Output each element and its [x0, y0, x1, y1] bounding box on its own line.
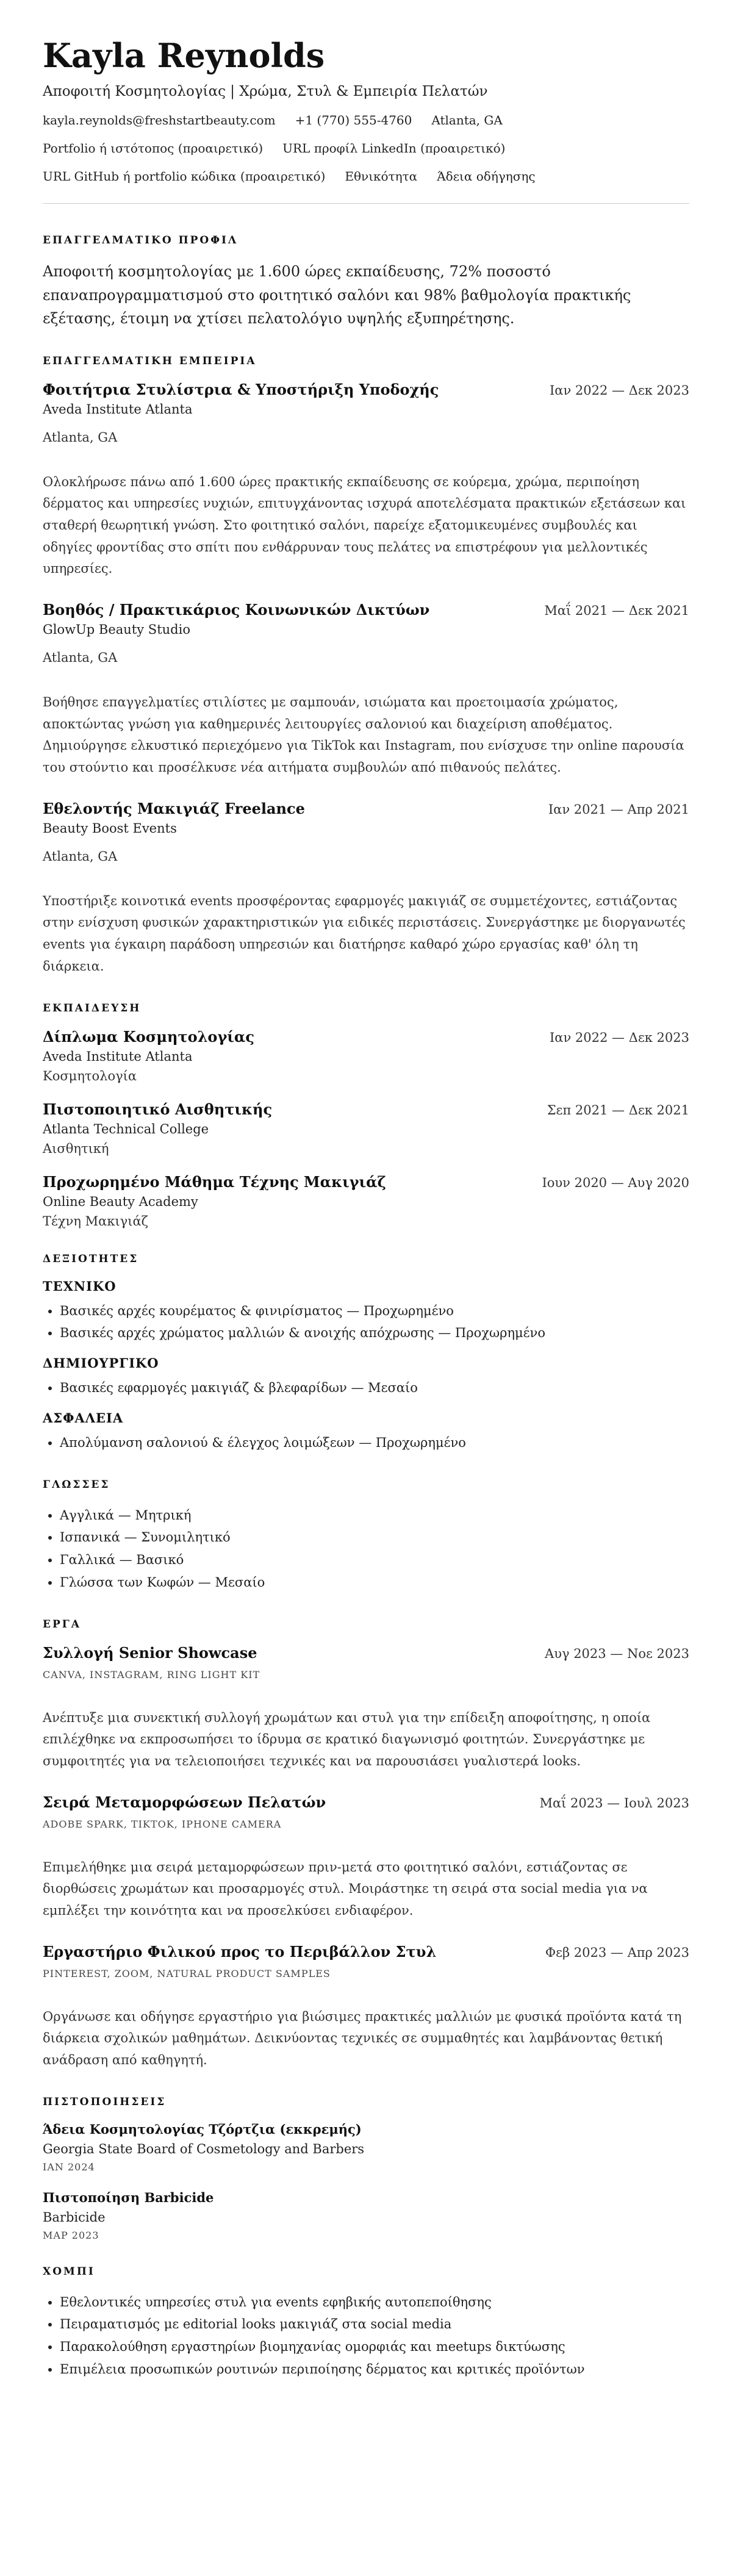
skill-category: ΑΣΦΑΛΕΙΑ: [43, 1410, 124, 1426]
education-entry: [43, 1028, 689, 1083]
contact-row: [43, 113, 689, 127]
resume-header: [43, 38, 689, 184]
profile-summary: Αποφοιτή κοσμητολογίας με 1.600 ώρες εκπαίδευσης, 72% ποσοστό επαναπρογραμματισμού στο φοιτητικό σαλόνι και 98% βαθμολογία πρακτικής εξέτασης, έτοιμη να χτίσει πελατολόγιο υψηλής εξυπηρέτησης.: [43, 263, 631, 328]
skill-list: [43, 1300, 689, 1345]
job-title: Φοιτήτρια Στυλίστρια & Υποστήριξη Υποδοχής: [43, 380, 439, 398]
institution: Online Beauty Academy: [43, 1194, 198, 1209]
experience-entry: [43, 601, 689, 779]
section-title: ΕΠΑΓΓΕΛΜΑΤΙΚΟ ΠΡΟΦΙΛ: [43, 234, 239, 247]
section-title: ΕΠΑΓΓΕΛΜΑΤΙΚΗ ΕΜΠΕΙΡΙΑ: [43, 354, 257, 367]
skill-item: • Απολύμανση σαλονιού & έλεγχος λοιμώξεων — Προχωρημένο: [60, 1432, 689, 1454]
section-title: ΓΛΩΣΣΕΣ: [43, 1478, 110, 1491]
experience-section: [43, 355, 689, 978]
certification-issuer: Barbicide: [43, 2209, 106, 2225]
hobby-item: • Πειραματισμός με editorial looks μακιγιάζ στα social media: [60, 2313, 689, 2336]
section-title: ΔΕΞΙΟΤΗΤΕΣ: [43, 1252, 139, 1265]
institution: Aveda Institute Atlanta: [43, 1049, 193, 1064]
project-title: Συλλογή Senior Showcase: [43, 1643, 257, 1662]
project-dates: Μαΐ 2023 — Ιουλ 2023: [539, 1795, 689, 1810]
education-entry: [43, 1100, 689, 1156]
languages-section: [43, 1479, 689, 1594]
hobby-item: • Επιμέλεια προσωπικών ρουτινών περιποίησης δέρματος και κριτικές προϊόντων: [60, 2358, 689, 2381]
job-location: Atlanta, GA: [43, 849, 118, 864]
skill-list: [43, 1377, 689, 1399]
project-entry: [43, 1644, 689, 1773]
language-list: [43, 1504, 689, 1594]
education-dates: Ιουν 2020 — Αυγ 2020: [542, 1175, 689, 1190]
job-dates: Ιαν 2021 — Απρ 2021: [548, 802, 689, 817]
project-tools: PINTEREST, ZOOM, NATURAL PRODUCT SAMPLES: [43, 1967, 331, 1979]
certifications-section: [43, 2096, 689, 2241]
hobbies-section: [43, 2266, 689, 2381]
institution: Atlanta Technical College: [43, 1121, 209, 1136]
project-tools: CANVA, INSTAGRAM, RING LIGHT KIT: [43, 1668, 260, 1681]
language-item: • Γλώσσα των Κωφών — Μεσαίο: [60, 1571, 689, 1594]
hobby-list: [43, 2291, 689, 2381]
entry-header: [43, 800, 689, 817]
project-entry: [43, 1943, 689, 2072]
portfolio-link[interactable]: Portfolio ή ιστότοπος (προαιρετικό): [43, 141, 264, 156]
entry-header: [43, 1173, 689, 1191]
entry-header: [43, 601, 689, 619]
project-description: Ανέπτυξε μια συνεκτική συλλογή χρωμάτων και στυλ για την επίδειξη αποφοίτησης, η οποία επιλέχθηκε να εκπροσωπήσει το ίδρυμα σε κρατικό διαγωνισμό φοιτητών. Συνεργάστηκε με συμφοιτητές για να τελειοποιήσει τεχνικές και να παρουσιάσει γυαλιστερά looks.: [43, 1710, 651, 1768]
section-title: ΧΟΜΠΙ: [43, 2265, 95, 2278]
job-dates: Μαΐ 2021 — Δεκ 2021: [544, 603, 689, 618]
job-description: Βοήθησε επαγγελματίες στιλίστες με σαμπουάν, ισιώματα και προετοιμασία χρώματος, αποκτώντας γνώση για καθημερινές λειτουργίες σαλονιού και διαχείριση αποθέματος. Δημιούργησε ελκυστικό περιεχόμενο για TikTok και Instagram, που ενίσχυσε την online παρουσία του στούντιο και προσέλκυσε νέα αιτήματα συμβουλών από πιθανούς πελάτες.: [43, 695, 684, 775]
candidate-name: Kayla Reynolds: [43, 36, 325, 75]
profile-section: [43, 234, 689, 330]
hobby-item: • Εθελοντικές υπηρεσίες στυλ για events εφηβικής αυτοπεποίθησης: [60, 2291, 689, 2314]
certification-entry: [43, 2122, 689, 2173]
github-link[interactable]: URL GitHub ή portfolio κώδικα (προαιρετικό): [43, 169, 326, 184]
experience-entry: [43, 381, 689, 580]
skill-list: [43, 1432, 689, 1454]
job-title: Εθελοντής Μακιγιάζ Freelance: [43, 799, 305, 817]
certification-date: ΙΑΝ 2024: [43, 2161, 95, 2173]
employer: Beauty Boost Events: [43, 820, 177, 836]
certification-issuer: Georgia State Board of Cosmetology and Barbers: [43, 2141, 365, 2156]
entry-header: [43, 1793, 689, 1811]
entry-header: [43, 381, 689, 398]
job-description: Υποστήριξε κοινοτικά events προσφέροντας εφαρμογές μακιγιάζ σε συμμετέχοντες, εστιάζοντας στην ενίσχυση φυσικών χαρακτηριστικών για ειδικές περιστάσεις. Συνεργάστηκε με διοργανωτές events για έγκαιρη παράδοση υπηρεσιών και διατήρησε καθαρό χώρο εργασίας καθ' όλη τη διάρκεια.: [43, 893, 686, 974]
job-description: Ολοκλήρωσε πάνω από 1.600 ώρες πρακτικής εκπαίδευσης σε κούρεμα, χρώμα, περιποίηση δέρματος και υπηρεσίες νυχιών, επιτυγχάνοντας ισχυρά αποτελέσματα πρακτικών εξετάσεων και σταθερή θεωρητική γνώση. Στο φοιτητικό σαλόνι, παρείχε εξατομικευμένες συμβουλές και οδηγίες φροντίδας στο σπίτι που ενθάρρυναν τους πελάτες να επιστρέφουν για μελλοντικές υπηρεσίες.: [43, 474, 686, 576]
section-title: ΕΚΠΑΙΔΕΥΣΗ: [43, 1002, 142, 1014]
skill-item: • Βασικές εφαρμογές μακιγιάζ & βλεφαρίδων — Μεσαίο: [60, 1377, 689, 1399]
employer: Aveda Institute Atlanta: [43, 401, 193, 417]
education-dates: Ιαν 2022 — Δεκ 2023: [549, 1030, 689, 1045]
employer: GlowUp Beauty Studio: [43, 622, 190, 637]
skill-category: ΔΗΜΙΟΥΡΓΙΚΟ: [43, 1355, 159, 1371]
education-section: [43, 1002, 689, 1229]
hobby-item: • Παρακολούθηση εργαστηρίων βιομηχανίας ομορφιάς και meetups δικτύωσης: [60, 2336, 689, 2358]
project-dates: Φεβ 2023 — Απρ 2023: [545, 1945, 689, 1960]
contact-row: [43, 141, 689, 156]
certification-entry: [43, 2190, 689, 2241]
language-item: • Ισπανικά — Συνομιλητικό: [60, 1526, 689, 1549]
header-divider: [43, 203, 689, 204]
section-title: ΠΙΣΤΟΠΟΙΗΣΕΙΣ: [43, 2095, 167, 2108]
job-dates: Ιαν 2022 — Δεκ 2023: [549, 382, 689, 398]
certification-title: Άδεια Κοσμητολογίας Τζόρτζια (εκκρεμής): [43, 2121, 362, 2137]
project-entry: [43, 1793, 689, 1922]
field-of-study: Αισθητική: [43, 1141, 109, 1156]
projects-section: [43, 1618, 689, 2072]
language-item: • Αγγλικά — Μητρική: [60, 1504, 689, 1527]
certification-date: ΜΑΡ 2023: [43, 2229, 99, 2241]
job-title: Βοηθός / Πρακτικάριος Κοινωνικών Δικτύων: [43, 601, 430, 619]
project-description: Επιμελήθηκε μια σειρά μεταμορφώσεων πριν-μετά στο φοιτητικό σαλόνι, εστιάζοντας σε διορθώσεις χρωμάτων και προσαρμογές στυλ. Μοιράστηκε τη σειρά στα social media για να εμπλέξει την κοινότητα και να προσελκύσει ενδιαφέρον.: [43, 1859, 648, 1918]
degree-title: Δίπλωμα Κοσμητολογίας: [43, 1027, 254, 1046]
skill-category: ΤΕΧΝΙΚΟ: [43, 1278, 117, 1294]
project-tools: ADOBE SPARK, TIKTOK, IPHONE CAMERA: [43, 1818, 282, 1830]
project-description: Οργάνωσε και οδήγησε εργαστήριο για βιώσιμες πρακτικές μαλλιών με φυσικά προϊόντα κατά τη διάρκεια σχολικών μαθημάτων. Δεικνύοντας τεχνικές σε συμμαθητές και λαμβάνοντας θετική ανάδραση από καθηγητή.: [43, 2009, 682, 2067]
certification-title: Πιστοποίηση Barbicide: [43, 2189, 214, 2205]
skills-section: [43, 1253, 689, 1454]
driving-license: Άδεια οδήγησης: [437, 169, 536, 184]
education-entry: [43, 1173, 689, 1229]
email-link[interactable]: kayla.reynolds@freshstartbeauty.com: [43, 113, 276, 128]
education-dates: Σεπ 2021 — Δεκ 2021: [547, 1102, 689, 1118]
language-item: • Γαλλικά — Βασικό: [60, 1549, 689, 1571]
job-location: Atlanta, GA: [43, 429, 118, 445]
entry-header: [43, 1028, 689, 1046]
nationality: Εθνικότητα: [345, 169, 418, 184]
entry-header: [43, 1644, 689, 1662]
linkedin-link[interactable]: URL προφίλ LinkedIn (προαιρετικό): [282, 141, 506, 156]
project-title: Εργαστήριο Φιλικού προς το Περιβάλλον Στυλ: [43, 1942, 437, 1961]
contact-info: [43, 113, 689, 184]
phone-number[interactable]: +1 (770) 555-4760: [295, 113, 412, 128]
job-location: Atlanta, GA: [43, 650, 118, 665]
field-of-study: Κοσμητολογία: [43, 1068, 137, 1083]
location: Atlanta, GA: [431, 113, 503, 128]
entry-header: [43, 1943, 689, 1961]
project-dates: Αυγ 2023 — Νοε 2023: [545, 1646, 689, 1661]
skill-item: • Βασικές αρχές χρώματος μαλλιών & ανοιχής απόχρωσης — Προχωρημένο: [60, 1322, 689, 1344]
entry-header: [43, 1100, 689, 1118]
field-of-study: Τέχνη Μακιγιάζ: [43, 1213, 149, 1229]
degree-title: Προχωρημένο Μάθημα Τέχνης Μακιγιάζ: [43, 1172, 386, 1191]
candidate-headline: Αποφοιτή Κοσμητολογίας | Χρώμα, Στυλ & Εμπειρία Πελατών: [43, 84, 488, 100]
project-title: Σειρά Μεταμορφώσεων Πελατών: [43, 1793, 326, 1811]
experience-entry: [43, 800, 689, 978]
skill-item: • Βασικές αρχές κουρέματος & φινιρίσματος — Προχωρημένο: [60, 1300, 689, 1322]
section-title: ΕΡΓΑ: [43, 1618, 81, 1631]
degree-title: Πιστοποιητικό Αισθητικής: [43, 1100, 273, 1118]
contact-row: [43, 169, 689, 184]
